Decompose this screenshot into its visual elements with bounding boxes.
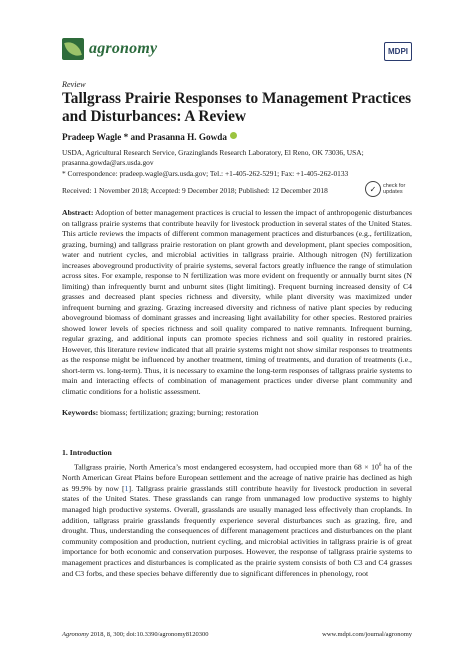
introduction-body — [62, 461, 412, 579]
leaf-icon — [62, 38, 84, 60]
publication-dates: Received: 1 November 2018; Accepted: 9 December 2018; Published: 12 December 2018 — [62, 186, 328, 195]
page-footer — [62, 631, 412, 638]
section-heading: 1. Introduction — [62, 448, 112, 457]
intro-text-a: Tallgrass prairie, North America’s most endangered ecosystem, had occupied more than 68 × 10 — [74, 462, 379, 472]
orcid-icon[interactable] — [230, 132, 237, 139]
affiliation-block — [62, 148, 412, 179]
journal-name: agronomy — [89, 40, 158, 57]
intro-text-b: ha of the North American Great Plains before European settlement and the acreage of native prairie has declined as high as 99.9% by now [ — [62, 462, 412, 493]
intro-superscript: 6 — [378, 463, 382, 468]
abstract — [62, 208, 412, 397]
article-type: Review — [62, 80, 86, 89]
journal-logo[interactable] — [62, 38, 157, 60]
journal-url[interactable]: www.mdpi.com/journal/agronomy — [322, 631, 412, 638]
author-names: Pradeep Wagle * and Prasanna H. Gowda — [62, 132, 227, 142]
check-update-icon: ✓ — [365, 181, 381, 197]
intro-paragraph — [62, 461, 412, 579]
keywords — [62, 408, 412, 417]
check-for-updates-badge[interactable] — [365, 181, 407, 197]
reference-link[interactable]: 1 — [124, 483, 129, 493]
check-updates-label: check for updates — [383, 183, 406, 195]
publisher-logo[interactable] — [384, 42, 412, 61]
abstract-label: Abstract: — [62, 208, 94, 217]
abstract-text: Adoption of better management practices is crucial to lessen the impact of anthropogenic disturbances on tallgrass prairie systems that contribute heavily for livestock production in several states of the United States. This article reviews the impacts of different common management practices and disturbances (e.g., fertilization, grazing, burning) and tallgrass prairie restoration on plant growth and development, plant species composition, water and nutrient cycles, and microbial activities in tallgrass prairie. Although nitrogen (N) fertilization increases aboveground productivity of prairie systems, several factors greatly influence the range of stimulation across sites. For example, response to N fertilization was more evident on frequently or annually burnt sites (N limiting) than infrequently burnt and unburnt sites (light limiting). Frequent burning increased density of C4 grasses and decreased plant species richness and diversity, while plant diversity was maximized under infrequent burning and grazing. Grazing increased diversity and richness of native plant species by reducing aboveground biomass of dominant grasses and increasing light availability for other species. Restored prairies showed lower levels of species richness and soil quality compared to native remnants. Infrequent burning, regular grazing, and additional inputs can promote species richness and soil quality in restored prairies. However, this literature review indicated that all prairie systems might not show similar responses to treatments as the response might be influenced by another treatment, timing of treatments, and duration of treatments (i.e., short-term vs. long-term). Thus, it is necessary to examine the long-term responses of tallgrass prairie systems to main and interacting effects of combination of management practices under diverse plant community and climatic conditions for a holistic assessment. — [62, 208, 412, 396]
intro-text-c: ]. Tallgrass prairie grasslands still contribute heavily for livestock production in several states of the United States. These grasslands can range from unmanaged low productive systems to highly managed high productive systems. Overall, grasslands are usually managed less effectively than croplands. In addition, tallgrass prairie grasslands frequently experience several disturbances such as grazing, fire, and drought. Thus, understanding the consequences of different management practices and disturbances on the plant community composition and production, nutrient cycling, and microbial activities in tallgrass prairie is of great importance for both economic and conservation purposes. However, the response of tallgrass prairie systems to management practices and disturbances is complicated as the prairie system consists of both C3 and C4 grasses and C3 forbs, and these species behave differently due to significant differences in phenology, root — [62, 483, 413, 578]
mdpi-icon — [384, 42, 412, 61]
article-title: Tallgrass Prairie Responses to Management Practices and Disturbances: A Review — [62, 90, 412, 125]
keywords-text: biomass; fertilization; grazing; burning; restoration — [100, 408, 259, 417]
author-list — [62, 132, 238, 142]
correspondence: * Correspondence: pradeep.wagle@ars.usda.gov; Tel.: +1-405-262-5291; Fax: +1-405-262-0133 — [62, 168, 349, 178]
keywords-label: Keywords: — [62, 408, 99, 417]
citation-details: 2018, 8, 300; doi:10.3390/agronomy8120300 — [88, 631, 209, 638]
citation-journal: Agronomy — [62, 631, 89, 638]
publisher-name: MDPI — [388, 47, 408, 56]
citation — [62, 631, 209, 638]
affiliation: USDA, Agricultural Research Service, Grazinglands Research Laboratory, El Reno, OK 73036, USA; prasanna.gowda@ars.usda.gov — [62, 148, 364, 168]
